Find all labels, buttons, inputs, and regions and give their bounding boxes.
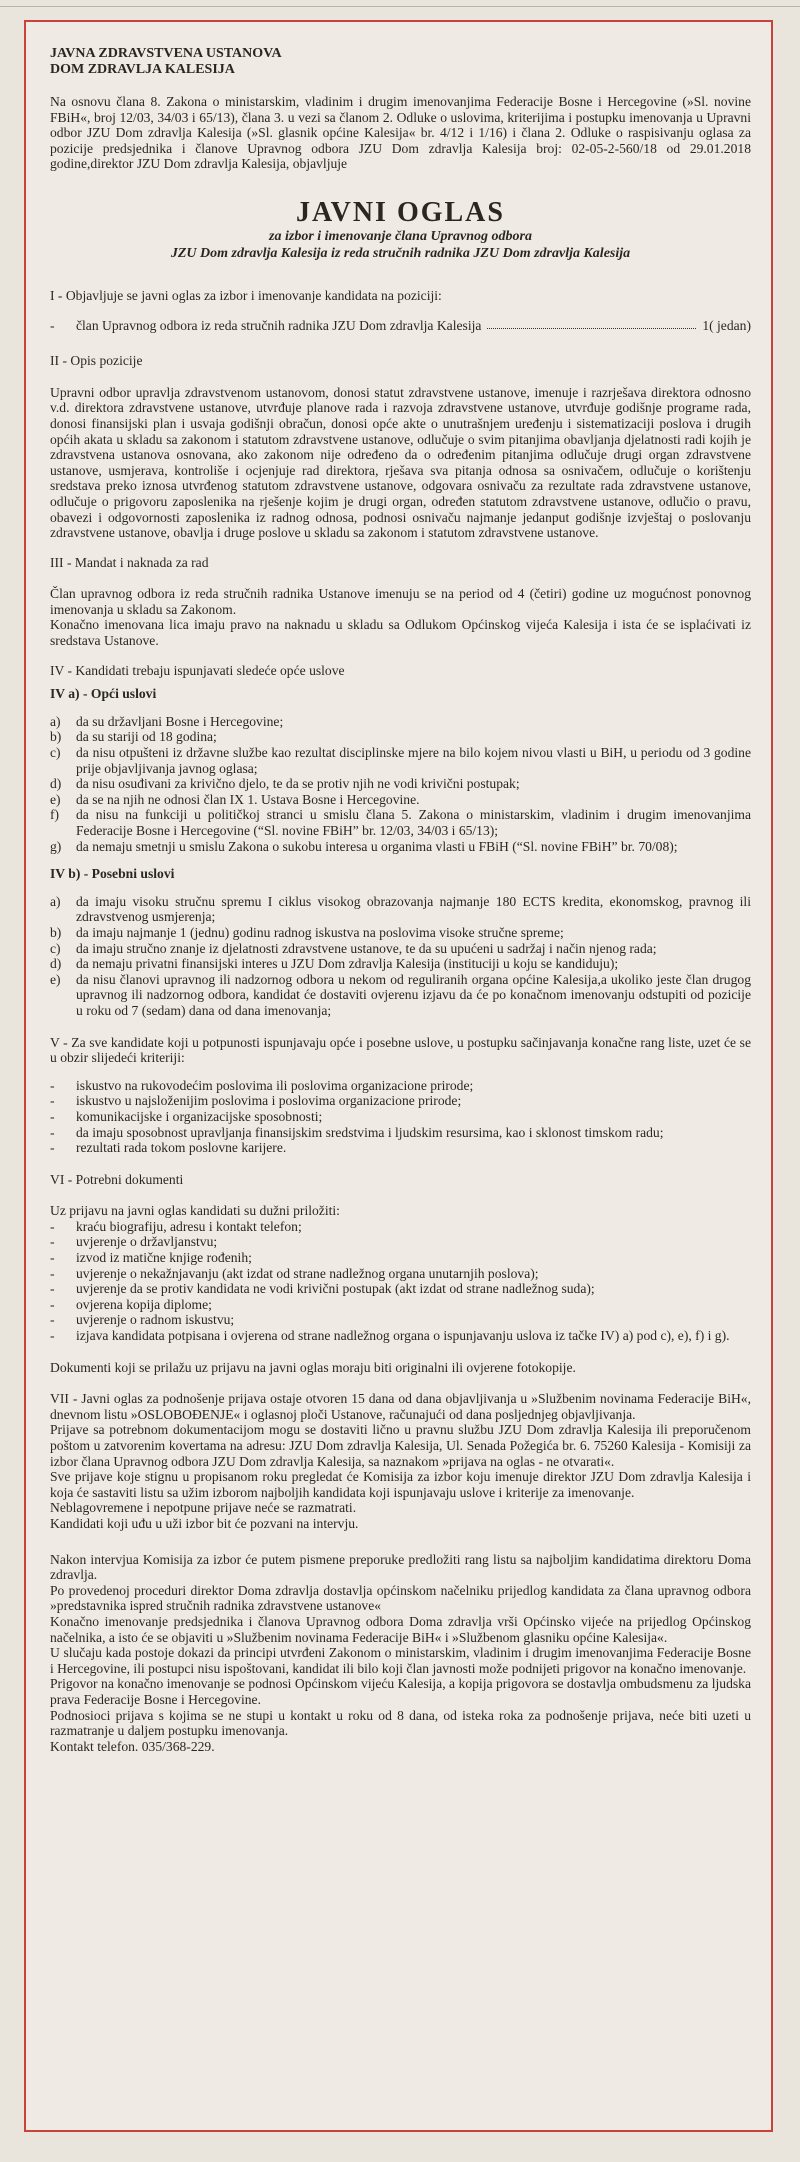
application-paragraph: Kandidati koji uđu u uži izbor bit će pozvani na intervju. bbox=[50, 1515, 359, 1531]
general-condition-item-text: da su državljani Bosne i Hercegovine; bbox=[76, 713, 284, 729]
special-condition-item bbox=[50, 941, 751, 957]
document-item-dash: - bbox=[50, 1296, 55, 1312]
application-paragraph: Neblagovremene i nepotpune prijave neće se razmatrati. bbox=[50, 1500, 357, 1516]
document-item-text: kraću biografiju, adresu i kontakt telefon; bbox=[76, 1218, 302, 1234]
general-condition-item-text: da su stariji od 18 godina; bbox=[76, 729, 217, 745]
documents-lead: Uz prijavu na javni oglas kandidati su dužni priložiti: bbox=[50, 1203, 340, 1219]
general-condition-item-marker: e) bbox=[50, 791, 61, 807]
criteria-item-dash: - bbox=[50, 1108, 55, 1124]
notice-subtitle-2: JZU Dom zdravlja Kalesija iz reda stručnih radnika JZU Dom zdravlja Kalesija bbox=[170, 245, 631, 261]
section-1 bbox=[50, 288, 751, 333]
section-3-heading: III - Mandat i naknada za rad bbox=[50, 554, 209, 570]
section-4a-heading: IV a) - Opći uslovi bbox=[50, 686, 157, 702]
legal-basis-paragraph: Na osnovu člana 8. Zakona o ministarskim, vladinim i drugim imenovanjima Federacije Bosne i Hercegovine (»Sl. novine FBiH«, broj 12/03, 34/03 i 65/13), člana 3. u vezi sa članom 2. Odluke o uslovima, kriterijima i postupku imenovanja u Upravni odbor JZU Dom zdravlja Kalesija (»Sl. glasnik općine Kalesija« br. 4/12 i 1/16) i člana 2. Odluke o raspisivanju oglasa za pozicije predsjednika i članove Upravnog odbora JZU Dom zdravlja Kalesija broj: 02-05-2-560/18 od 29.01.2018 godine,direktor JZU Dom zdravlja Kalesija, objavljuje bbox=[50, 94, 751, 172]
document-item-dash: - bbox=[50, 1312, 55, 1328]
special-condition-item-text: da nisu članovi upravnog ili nadzornog odbora u nekom od reguliranih organa općine Kalesija,a ukoliko jeste član drugog upravnog ili nadzornog odbora, kandidat će dostaviti ovjerenu izjavu da će po konačnom imenovanju odstupiti od pozicije u roku od 7 (sedam) dana od dana imenovanja; bbox=[76, 971, 751, 1018]
special-condition-item-marker: d) bbox=[50, 956, 62, 972]
general-condition-item bbox=[50, 714, 751, 730]
general-condition-item bbox=[50, 745, 751, 776]
special-condition-item-marker: c) bbox=[50, 940, 61, 956]
document-item-dash: - bbox=[50, 1218, 55, 1234]
section-5-heading: V - Za sve kandidate koji u potpunosti ispunjavaju opće i posebne uslove, u postupku sačinjavanja konačne rang liste, uzet će se u obzir slijedeći kriteriji: bbox=[50, 1034, 751, 1066]
document-item-text: izvod iz matične knjige rođenih; bbox=[76, 1250, 252, 1266]
documents-list bbox=[50, 1219, 751, 1344]
section-4b-heading: IV b) - Posebni uslovi bbox=[50, 866, 175, 882]
document-item bbox=[50, 1281, 751, 1297]
special-condition-item bbox=[50, 925, 751, 941]
application-paragraphs bbox=[50, 1422, 751, 1531]
general-condition-item bbox=[50, 807, 751, 838]
general-condition-item-text: da nisu otpušteni iz državne službe kao rezultat disciplinske mjere na bilo kojem nivou vlasti u BiH, u periodu od 3 godine prije objavljivanja javnog oglasa; bbox=[76, 745, 751, 776]
position-count: 1( jedan) bbox=[702, 317, 751, 333]
document-item-text: uvjerenje o nekažnjavanju (akt izdat od strane nadležnog organa unutarnjih poslova); bbox=[76, 1265, 539, 1281]
document-item-text: ovjerena kopija diplome; bbox=[76, 1296, 212, 1312]
application-paragraph: Prijave sa potrebnom dokumentacijom mogu se dostaviti lično u pravnu službu JZU Dom zdravlja Kalesija ili preporučenom poštom u zatvorenim kovertama na adresu: JZU Dom zdravlja Kalesija, Ul. Senada Požegića br. 6. 75260 Kalesija - Komisiji za izbor člana Upravnog odbora JZU Dom zdravlja Kalesija, sa naznakom »prijava na oglas - ne otvarati«. bbox=[50, 1422, 751, 1469]
section-2-heading: II - Opis pozicije bbox=[50, 353, 143, 369]
section-6 bbox=[50, 1172, 751, 1376]
criteria-list bbox=[50, 1078, 751, 1156]
general-condition-item-marker: a) bbox=[50, 713, 61, 729]
institution-name-line1: JAVNA ZDRAVSTVENA USTANOVA bbox=[50, 46, 282, 61]
section-2-text: Upravni odbor upravlja zdravstvenom ustanovom, donosi statut zdravstvene ustanove, imenuje i razrješava direktora odnosno v.d. direktora zdravstvene ustanove, utvrđuje planove rada i razvoja zdravstvene ustanove, utvrđuje godišnje programe rada, donosi finansijski plan i usvaja godišnji obračun, donosi opće akte o unutrašnjem uređenju i sistematizaciji poslova i drugih općih akata u skladu sa zakonom i statutom zdravstvene ustanove, odlučuje o svim pitanjima obavljanja djelatnosti radi kojih je zdravstvena ustanova osnovana, ako zakonom nije određeno da o određenim pitanjima odlučuje drugi organ zdravstvene ustanove, usmjerava, kontroliše i ocjenjuje rad direktora, rješava sva pitanja odnosa sa osnivačem, odlučuje o korištenju sredstava preko iznosa utvrđenog statutom zdravstvene ustanove, odgovara osnivaču za rezultate rada zdravstvene ustanove, odlučuje o prigovoru zaposlenika na rješenje kojim je drugi organ, određen statutom zdravstvene ustanove, odlučio o pravu, obavezi i odgovornosti zaposlenika iz radnog odnosa, podnosi osnivaču najmanje jedanput godišnje izvještaj o poslovanju zdravstvene ustanove, obavlja i druge poslove u skladu sa zakonom i statutom zdravstvene ustanove. bbox=[50, 384, 751, 541]
section-7-heading: VII - Javni oglas za podnošenje prijava ostaje otvoren 15 dana od dana objavljivanja u »Službenim novinama Federacije BiH«, dnevnom listu »OSLOBOĐENJE« i oglasnoj ploči Ustanove, računajući od dana posljednjeg objavljivanja. bbox=[50, 1391, 751, 1422]
document-item bbox=[50, 1219, 751, 1235]
public-notice bbox=[24, 20, 773, 2132]
general-condition-item-marker: f) bbox=[50, 807, 60, 823]
special-condition-item bbox=[50, 894, 751, 925]
criteria-item-text: komunikacijske i organizacijske sposobnosti; bbox=[76, 1108, 323, 1124]
general-condition-item-text: da nisu osuđivani za krivično djelo, te da se protiv njih ne vodi krivični postupak; bbox=[76, 776, 520, 792]
general-condition-item-marker: c) bbox=[50, 745, 61, 761]
special-condition-item bbox=[50, 972, 751, 1019]
closing-paragraph: Nakon intervjua Komisija za izbor će putem pismene preporuke predložiti rang listu sa najboljim kandidatima direktoru Doma zdravlja. bbox=[50, 1551, 751, 1583]
general-condition-item-text: da nisu na funkciji u političkoj stranci u smislu člana 5. Zakona o ministarskim, vladinim i drugim imenovanjima Federacije Bosne i Hercegovine (“Sl. novine FBiH” br. 12/03, 34/03 i 65/13); bbox=[76, 807, 751, 838]
document-item-dash: - bbox=[50, 1265, 55, 1281]
criteria-item bbox=[50, 1125, 751, 1141]
special-condition-item bbox=[50, 956, 751, 972]
position-row bbox=[50, 318, 751, 334]
criteria-item-dash: - bbox=[50, 1077, 55, 1093]
criteria-item bbox=[50, 1109, 751, 1125]
general-condition-item-marker: b) bbox=[50, 729, 62, 745]
closing-paragraphs bbox=[50, 1552, 751, 1755]
criteria-item bbox=[50, 1078, 751, 1094]
institution-name-line2: DOM ZDRAVLJA KALESIJA bbox=[50, 62, 235, 77]
general-condition-item-marker: g) bbox=[50, 838, 62, 854]
special-condition-item-text: da imaju stručno znanje iz djelatnosti zdravstvene ustanove, te da su upućeni u sadržaj i način njenog rada; bbox=[76, 940, 657, 956]
closing-paragraph: Kontakt telefon. 035/368-229. bbox=[50, 1738, 215, 1754]
document-item bbox=[50, 1312, 751, 1328]
page-top-rule bbox=[0, 6, 800, 7]
position-dash: - bbox=[50, 317, 55, 333]
closing-paragraph: Konačno imenovanje predsjednika i članova Upravnog odbora Doma zdravlja vrši Općinsko vijeće na prijedlog Općinskog načelnika, a isto će se objaviti u »Službenim novinama Federacije BiH« i »Službenom glasniku općine Kalesija«. bbox=[50, 1613, 751, 1645]
criteria-item-text: iskustvo u najsloženijim poslovima i poslovima organizacione prirode; bbox=[76, 1093, 462, 1109]
notice-subtitle-1: za izbor i imenovanje člana Upravnog odbora bbox=[269, 228, 532, 244]
special-condition-item-marker: e) bbox=[50, 971, 61, 987]
special-condition-item-marker: a) bbox=[50, 893, 61, 909]
closing-paragraph: Po provedenoj proceduri direktor Doma zdravlja dostavlja općinskom načelniku prijedlog kandidata za člana upravnog odbora »predstavnika ispred stručnih radnika zdravstvene ustanove« bbox=[50, 1582, 751, 1614]
section-7 bbox=[50, 1391, 751, 1531]
document-item bbox=[50, 1250, 751, 1266]
special-condition-item-marker: b) bbox=[50, 924, 62, 940]
section-5 bbox=[50, 1035, 751, 1156]
documents-note: Dokumenti koji se prilažu uz prijavu na javni oglas moraju biti originalni ili ovjerene fotokopije. bbox=[50, 1359, 576, 1375]
section-1-heading: I - Objavljuje se javni oglas za izbor i imenovanje kandidata na poziciji: bbox=[50, 287, 442, 303]
document-item-dash: - bbox=[50, 1234, 55, 1250]
special-conditions-list bbox=[50, 894, 751, 1019]
general-condition-item bbox=[50, 839, 751, 855]
document-item bbox=[50, 1266, 751, 1282]
general-condition-item bbox=[50, 792, 751, 808]
document-item-text: uvjerenje da se protiv kandidata ne vodi krivični postupak (akt izdat od strane nadležnog suda); bbox=[76, 1281, 595, 1297]
section-3 bbox=[50, 555, 751, 649]
dot-leader bbox=[487, 318, 696, 330]
document-item-text: uvjerenje o radnom iskustvu; bbox=[76, 1312, 235, 1328]
notice-title: JAVNI OGLAS bbox=[296, 196, 505, 228]
criteria-item-dash: - bbox=[50, 1140, 55, 1156]
criteria-item-text: da imaju sposobnost upravljanja finansijskim sredstvima i ljudskim resursima, kao i sklonost timskom radu; bbox=[76, 1124, 664, 1140]
section-7-heading-wrap bbox=[50, 1391, 751, 1422]
criteria-item-text: iskustvo na rukovodećim poslovima ili poslovima organizacione prirode; bbox=[76, 1077, 474, 1093]
special-condition-item-text: da nemaju privatni finansijski interes u JZU Dom zdravlja Kalesija (instituciji u koju se kandiduju); bbox=[76, 956, 619, 972]
general-condition-item-text: da nemaju smetnji u smislu Zakona o sukobu interesa u organima vlasti u FBiH (“Sl. novine FBiH” br. 70/08); bbox=[76, 838, 678, 854]
document-item bbox=[50, 1234, 751, 1250]
special-condition-item-text: da imaju najmanje 1 (jednu) godinu radnog iskustva na poslovima visoke stručne spreme; bbox=[76, 924, 564, 940]
section-6-heading: VI - Potrebni dokumenti bbox=[50, 1171, 184, 1187]
general-conditions-list bbox=[50, 714, 751, 854]
criteria-item-dash: - bbox=[50, 1124, 55, 1140]
document-item-dash: - bbox=[50, 1281, 55, 1297]
section-4 bbox=[50, 663, 751, 1019]
document-item-text: izjava kandidata potpisana i ovjerena od strane nadležnog organa o ispunjavanju uslova iz tačke IV) a) pod c), e), f) i g). bbox=[76, 1328, 730, 1344]
general-condition-item-text: da se na njih ne odnosi član IX 1. Ustava Bosne i Hercegovine. bbox=[76, 791, 420, 807]
general-condition-item bbox=[50, 729, 751, 745]
document-item bbox=[50, 1297, 751, 1313]
position-label: član Upravnog odbora iz reda stručnih radnika JZU Dom zdravlja Kalesija bbox=[76, 317, 482, 333]
section-3-paragraph-2: Konačno imenovana lica imaju pravo na naknadu u skladu sa Odlukom Općinskog vijeća Kalesija i ista će se isplaćivati iz sredstava Ustanove. bbox=[50, 617, 751, 649]
criteria-item-dash: - bbox=[50, 1093, 55, 1109]
section-3-paragraph-1: Član upravnog odbora iz reda stručnih radnika Ustanove imenuju se na period od 4 (četiri) godine uz mogućnost ponovnog imenovanja u skladu sa Zakonom. bbox=[50, 586, 751, 617]
criteria-item bbox=[50, 1093, 751, 1109]
criteria-item-text: rezultati rada tokom poslovne karijere. bbox=[76, 1140, 287, 1156]
section-4-heading: IV - Kandidati trebaju ispunjavati sledeće opće uslove bbox=[50, 662, 345, 678]
criteria-item bbox=[50, 1140, 751, 1156]
application-paragraph: Sve prijave koje stignu u propisanom roku pregledat će Komisija za izbor koju imenuje direktor JZU Dom zdravlja Kalesija i koja će sastaviti listu sa užim izborom najboljih kandidata koji ispunjavaju uslove i kriterije za imenovanje. bbox=[50, 1469, 751, 1500]
document-item-dash: - bbox=[50, 1250, 55, 1266]
special-condition-item-text: da imaju visoku stručnu spremu I ciklus visokog obrazovanja najmanje 180 ECTS kredita, ekonomskog, pravnog ili zdravstvenog usmjerenja; bbox=[76, 893, 751, 925]
general-condition-item-marker: d) bbox=[50, 776, 62, 792]
closing-paragraph: Podnosioci prijava s kojima se ne stupi u kontakt u roku od 8 dana, od isteka roka za podnošenje prijava, neće biti uzeti u razmatranje u daljem postupku imenovanja. bbox=[50, 1707, 751, 1739]
closing-paragraph: U slučaju kada postoje dokazi da principi utvrđeni Zakonom o ministarskim, vladinim i drugim imenovanjima Federacije Bosne i Hercegovine, ili postupci nisu ispoštovani, kandidat ili bilo koji član javnosti može podnijeti prigovor na konačno imenovanje. bbox=[50, 1645, 751, 1676]
document-item-text: uvjerenje o državljanstvu; bbox=[76, 1234, 218, 1250]
general-condition-item bbox=[50, 776, 751, 792]
document-item-dash: - bbox=[50, 1328, 55, 1344]
closing-paragraph: Prigovor na konačno imenovanje se podnosi Općinskom vijeću Kalesija, a kopija prigovora se dostavlja ombudsmenu za ljudska prava Federacije Bosne i Hercegovine. bbox=[50, 1676, 751, 1707]
document-item bbox=[50, 1328, 751, 1344]
section-2 bbox=[50, 353, 751, 541]
